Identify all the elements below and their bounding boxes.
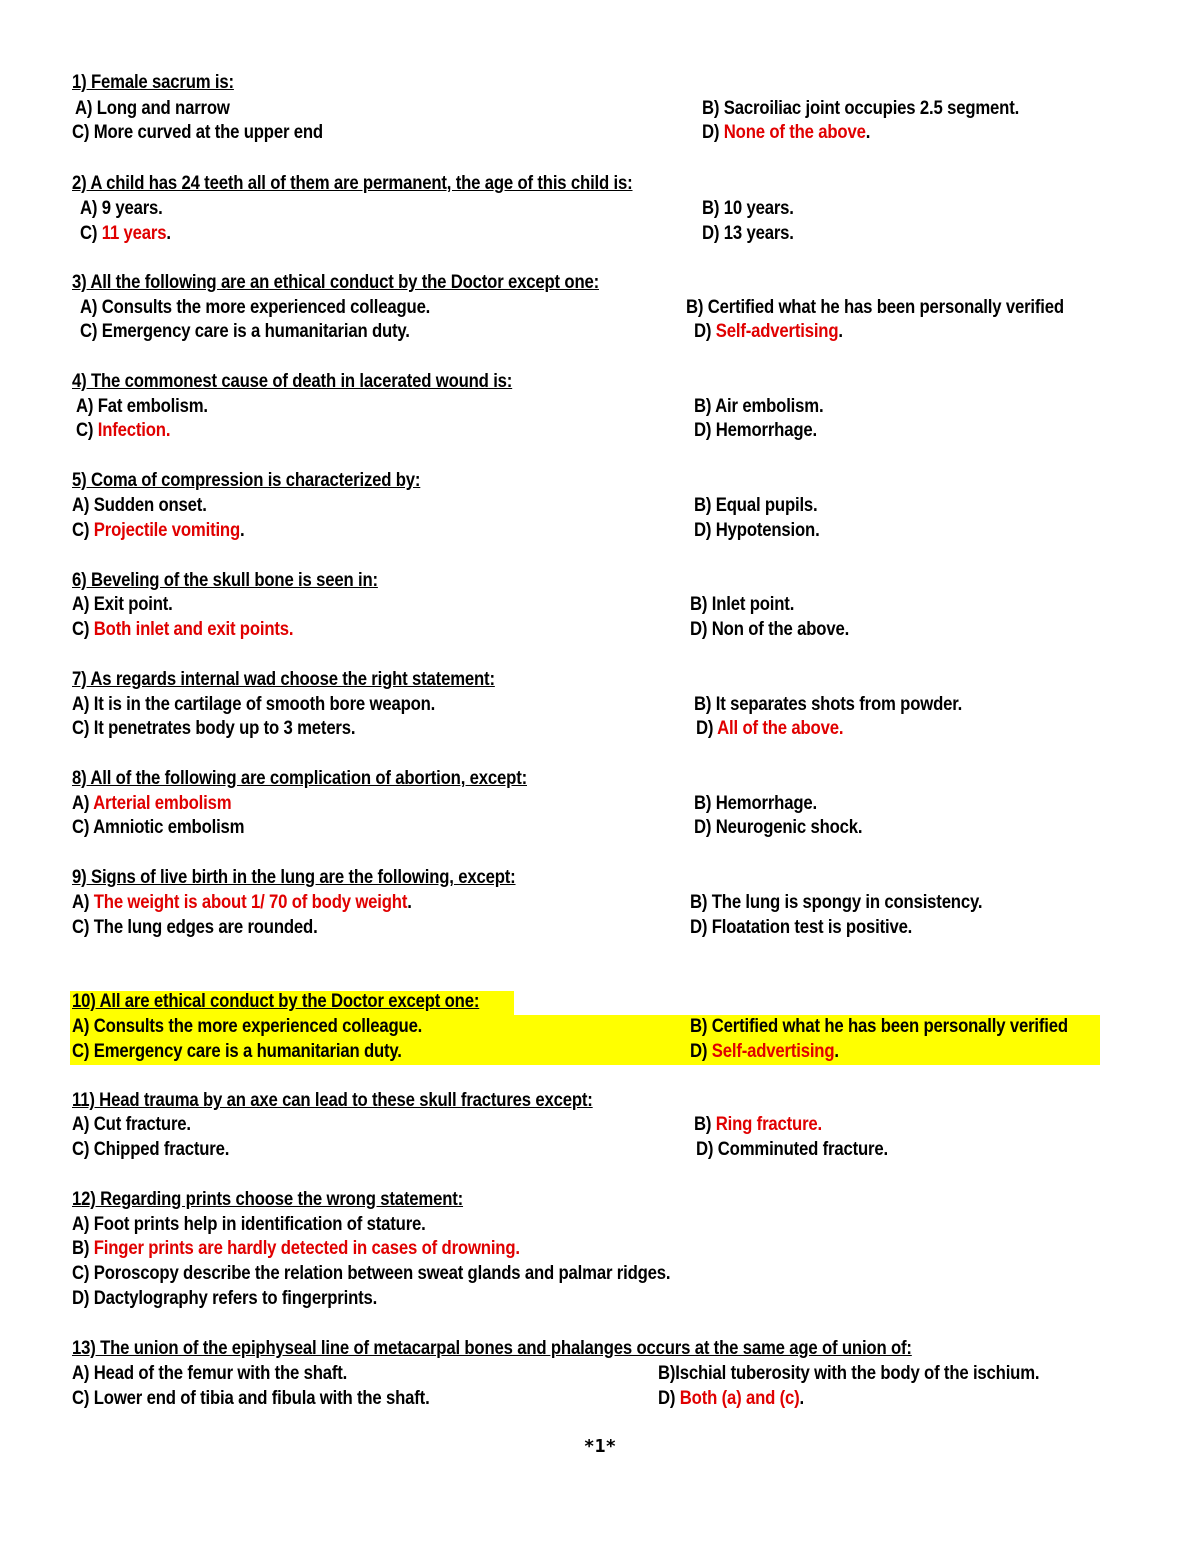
question-3-option-d: D) Self-advertising. xyxy=(694,321,843,342)
question-4-option-c: C) Infection. xyxy=(76,420,171,441)
question-7-option-a: A) It is in the cartilage of smooth bore weapon. xyxy=(72,694,436,715)
question-9-option-a: A) The weight is about 1/ 70 of body weight. xyxy=(72,892,412,913)
answer-text: 11 years xyxy=(101,223,167,244)
question-10-option-c: C) Emergency care is a humanitarian duty. xyxy=(72,1041,402,1062)
question-11-option-c: C) Chipped fracture. xyxy=(72,1139,230,1160)
question-2-option-a: A) 9 years. xyxy=(80,198,163,219)
answer-text: Arterial embolism xyxy=(93,793,232,814)
question-12-option-c: C) Poroscopy describe the relation between sweat glands and palmar ridges. xyxy=(72,1263,671,1284)
question-10-option-b: B) Certified what he has been personally verified xyxy=(690,1016,1068,1037)
question-2-option-c: C) 11 years. xyxy=(80,223,171,244)
question-6-option-a: A) Exit point. xyxy=(72,594,173,615)
page-number: *1* xyxy=(583,1436,617,1457)
question-3-option-a: A) Consults the more experienced colleague. xyxy=(80,297,431,318)
question-5-option-c: C) Projectile vomiting. xyxy=(72,520,245,541)
question-7-option-b: B) It separates shots from powder. xyxy=(694,694,963,715)
question-9-option-b: B) The lung is spongy in consistency. xyxy=(690,892,983,913)
question-12-option-b: B) Finger prints are hardly detected in cases of drowning. xyxy=(72,1238,520,1259)
question-7-stem: 7) As regards internal wad choose the right statement: xyxy=(72,669,495,690)
question-4-option-a: A) Fat embolism. xyxy=(76,396,208,417)
question-5-option-d: D) Hypotension. xyxy=(694,520,820,541)
question-10-option-a: A) Consults the more experienced colleague. xyxy=(72,1016,423,1037)
question-9-stem: 9) Signs of live birth in the lung are the following, except: xyxy=(72,867,516,888)
question-7-option-d: D) All of the above. xyxy=(696,718,844,739)
question-1-option-a: A) Long and narrow xyxy=(75,98,230,119)
question-12-stem: 12) Regarding prints choose the wrong statement: xyxy=(72,1189,464,1210)
question-4-stem: 4) The commonest cause of death in lacerated wound is: xyxy=(72,371,513,392)
question-11-option-a: A) Cut fracture. xyxy=(72,1114,191,1135)
question-2-option-d: D) 13 years. xyxy=(702,223,794,244)
question-7-option-c: C) It penetrates body up to 3 meters. xyxy=(72,718,356,739)
question-13-option-a: A) Head of the femur with the shaft. xyxy=(72,1363,348,1384)
question-4-option-b: B) Air embolism. xyxy=(694,396,824,417)
answer-text: None of the above xyxy=(723,122,866,143)
question-2-stem: 2) A child has 24 teeth all of them are permanent, the age of this child is: xyxy=(72,173,633,194)
question-8-option-a: A) Arterial embolism xyxy=(72,793,232,814)
question-9-option-c: C) The lung edges are rounded. xyxy=(72,917,318,938)
question-8-option-c: C) Amniotic embolism xyxy=(72,817,245,838)
question-11-stem: 11) Head trauma by an axe can lead to these skull fractures except: xyxy=(72,1090,593,1111)
question-3-option-c: C) Emergency care is a humanitarian duty. xyxy=(80,321,410,342)
question-8-stem: 8) All of the following are complication of abortion, except: xyxy=(72,768,527,789)
question-5-option-a: A) Sudden onset. xyxy=(72,495,207,516)
question-1-option-d: D) None of the above. xyxy=(702,122,871,143)
question-2-option-b: B) 10 years. xyxy=(702,198,794,219)
answer-text: Ring fracture. xyxy=(715,1114,822,1135)
question-11-option-b: B) Ring fracture. xyxy=(694,1114,822,1135)
answer-text: All of the above. xyxy=(717,718,844,739)
question-12-option-a: A) Foot prints help in identification of stature. xyxy=(72,1214,426,1235)
question-10-option-d: D) Self-advertising. xyxy=(690,1041,839,1062)
question-13-option-b: B)Ischial tuberosity with the body of the ischium. xyxy=(658,1363,1040,1384)
question-8-option-d: D) Neurogenic shock. xyxy=(694,817,863,838)
question-10-stem: 10) All are ethical conduct by the Doctor except one: xyxy=(72,991,480,1012)
answer-text: The weight is about 1/ 70 of body weight xyxy=(93,892,408,913)
answer-text: Self-advertising xyxy=(715,321,839,342)
answer-text: Both (a) and (c) xyxy=(679,1388,800,1409)
question-3-option-b: B) Certified what he has been personally verified xyxy=(686,297,1064,318)
question-12-option-d: D) Dactylography refers to fingerprints. xyxy=(72,1288,378,1309)
question-11-option-d: D) Comminuted fracture. xyxy=(696,1139,888,1160)
question-1-option-c: C) More curved at the upper end xyxy=(72,122,323,143)
question-6-stem: 6) Beveling of the skull bone is seen in: xyxy=(72,570,378,591)
answer-text: Finger prints are hardly detected in cases of drowning. xyxy=(93,1238,520,1259)
question-9-option-d: D) Floatation test is positive. xyxy=(690,917,913,938)
question-6-option-d: D) Non of the above. xyxy=(690,619,850,640)
question-5-stem: 5) Coma of compression is characterized by: xyxy=(72,470,421,491)
question-13-option-c: C) Lower end of tibia and fibula with the shaft. xyxy=(72,1388,430,1409)
question-4-option-d: D) Hemorrhage. xyxy=(694,420,817,441)
question-13-option-d: D) Both (a) and (c). xyxy=(658,1388,805,1409)
question-1-option-b: B) Sacroiliac joint occupies 2.5 segment. xyxy=(702,98,1020,119)
question-3-stem: 3) All the following are an ethical conduct by the Doctor except one: xyxy=(72,272,599,293)
answer-text: Projectile vomiting xyxy=(93,520,241,541)
question-8-option-b: B) Hemorrhage. xyxy=(694,793,817,814)
answer-text: Infection. xyxy=(97,420,171,441)
question-1-stem: 1) Female sacrum is: xyxy=(72,72,234,93)
answer-text: Both inlet and exit points. xyxy=(93,619,294,640)
answer-text: Self-advertising xyxy=(711,1041,835,1062)
question-6-option-b: B) Inlet point. xyxy=(690,594,795,615)
question-13-stem: 13) The union of the epiphyseal line of metacarpal bones and phalanges occurs at the same age of union of: xyxy=(72,1338,912,1359)
question-6-option-c: C) Both inlet and exit points. xyxy=(72,619,294,640)
question-5-option-b: B) Equal pupils. xyxy=(694,495,818,516)
